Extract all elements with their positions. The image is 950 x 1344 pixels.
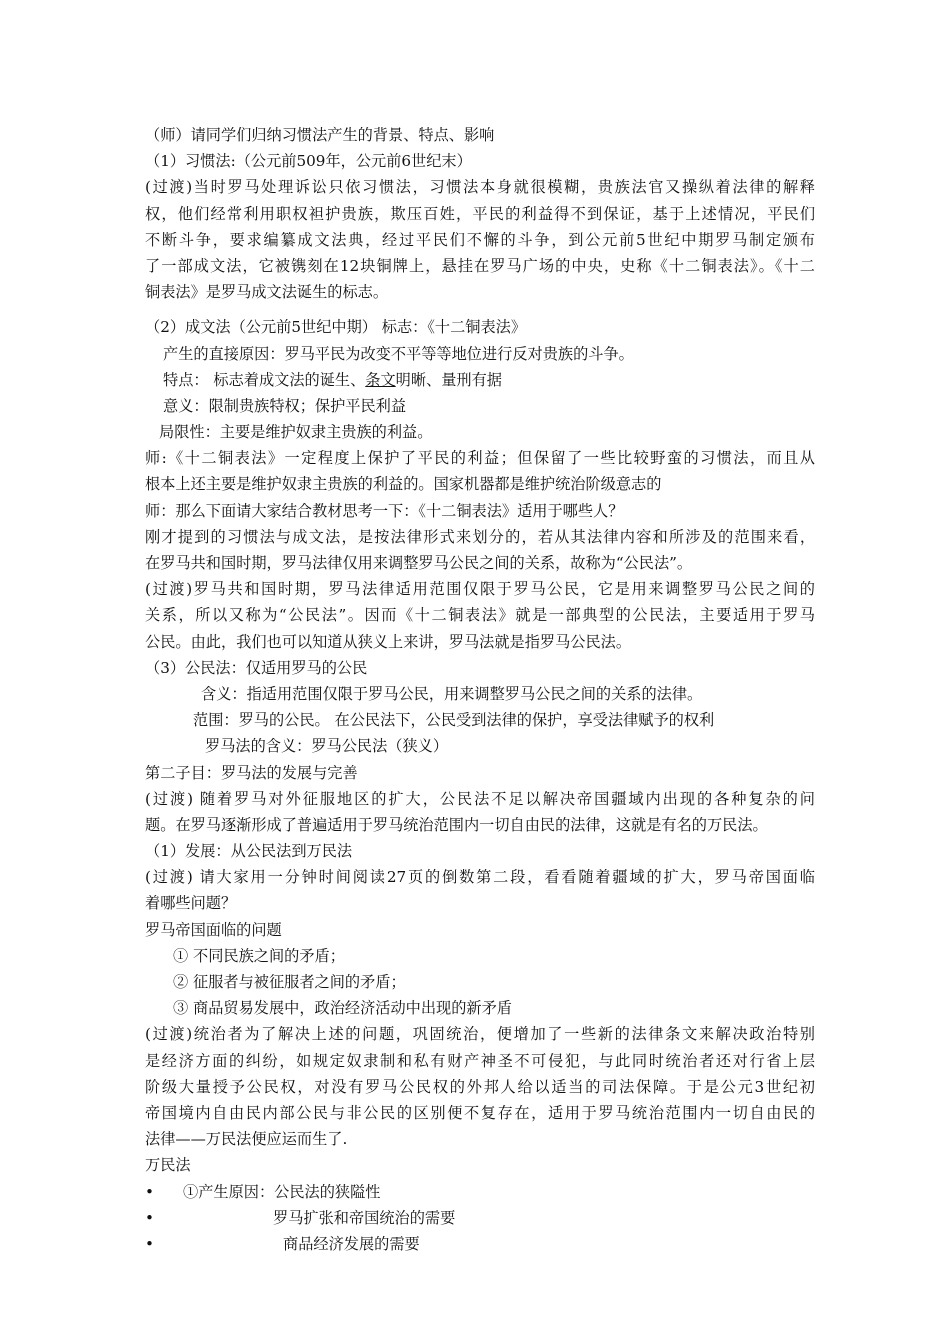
- bullet-text: 商品经济发展的需要: [283, 1234, 420, 1253]
- paragraph-line: 着哪些问题？: [145, 894, 237, 913]
- paragraph-line: 法律——万民法便应运而生了.: [145, 1130, 348, 1149]
- bullet-marker: •: [145, 1208, 154, 1227]
- section-heading: 第二子目：罗马法的发展与完善: [145, 763, 358, 782]
- paragraph-line: 罗马法的含义：罗马公民法（狭义）: [205, 737, 448, 756]
- list-item: ② 征服者与被征服者之间的矛盾；: [173, 973, 406, 991]
- paragraph-line: 局限性：主要是维护奴隶主贵族的利益。: [159, 423, 433, 442]
- paragraph-line: 是经济方面的纠纷，如规定奴隶制和私有财产神圣不可侵犯，与此同时统治者还对行省上层: [145, 1051, 815, 1070]
- section-heading: 万民法: [145, 1156, 191, 1175]
- paragraph-line: 刚才提到的习惯法与成文法，是按法律形式来划分的，若从其法律内容和所涉及的范围来看，: [145, 527, 815, 546]
- paragraph-line: 罗马帝国面临的问题: [145, 920, 282, 939]
- bullet-text: ①产生原因：公民法的狭隘性: [183, 1182, 381, 1201]
- paragraph-line: (过渡) 请大家用一分钟时间阅读27页的倒数第二段，看看随着疆域的扩大，罗马帝国面临: [145, 868, 815, 887]
- paragraph-line: 含义：指适用范围仅限于罗马公民，用来调整罗马公民之间的关系的法律。: [201, 684, 703, 703]
- paragraph-line: 根本上还主要是维护奴隶主贵族的利益的。国家机器都是维护统治阶级意志的: [145, 475, 662, 494]
- paragraph-line: (过渡) 随着罗马对外征服地区的扩大，公民法不足以解决帝国疆域内出现的各种复杂的问: [145, 789, 815, 808]
- bullet-item: [145, 1231, 815, 1257]
- section-heading: （3）公民法：仅适用罗马的公民: [145, 658, 368, 677]
- paragraph-line: 阶级大量授予公民权，对没有罗马公民权的外邦人给以适当的司法保障。于是公元3世纪初: [145, 1077, 815, 1096]
- paragraph-line: （师）请同学们归纳习惯法产生的背景、特点、影响: [145, 126, 495, 144]
- bullet-marker: •: [145, 1234, 154, 1253]
- bullet-text: 罗马扩张和帝国统治的需要: [273, 1208, 456, 1227]
- list-item: ① 不同民族之间的矛盾；: [173, 946, 345, 965]
- paragraph-line: (过渡)罗马共和国时期，罗马法律适用范围仅限于罗马公民，它是用来调整罗马公民之间的: [145, 580, 815, 599]
- paragraph-line: 关系，所以又称为“公民法”。因而《十二铜表法》就是一部典型的公民法，主要适用于罗马: [145, 606, 815, 625]
- text-run: 特点： 标志着成文法的诞生、: [163, 370, 366, 389]
- bullet-item: [145, 1179, 815, 1205]
- paragraph-line: 了一部成文法，它被镌刻在12块铜牌上，悬挂在罗马广场的中央，史称《十二铜表法》。《十二: [145, 256, 815, 275]
- underlined-text: 条文: [365, 370, 396, 389]
- document-body: [145, 122, 815, 1257]
- paragraph-line: 意义：限制贵族特权；保护平民利益: [163, 396, 406, 415]
- paragraph-line: 铜表法》是罗马成文法诞生的标志。: [145, 283, 388, 302]
- text-run: 明晰、量刑有据: [395, 370, 502, 389]
- paragraph-line: (过渡)统治者为了解决上述的问题，巩固统治，便增加了一些新的法律条文来解决政治特别: [145, 1025, 815, 1044]
- paragraph-line: (过渡)当时罗马处理诉讼只依习惯法，习惯法本身就很模糊，贵族法官又操纵着法律的解释: [145, 178, 815, 197]
- paragraph-line: 在罗马共和国时期，罗马法律仅用来调整罗马公民之间的关系，故称为“公民法”。: [145, 554, 693, 572]
- paragraph-line: 不断斗争，要求编纂成文法典，经过平民们不懈的斗争，到公元前5世纪中期罗马制定颁布: [145, 230, 815, 249]
- paragraph-line: 帝国境内自由民内部公民与非公民的区别便不复存在，适用于罗马统治范围内一切自由民的: [145, 1103, 815, 1122]
- paragraph-line: 公民。由此，我们也可以知道从狭义上来讲，罗马法就是指罗马公民法。: [145, 632, 631, 651]
- paragraph-line: 范围：罗马的公民。 在公民法下，公民受到法律的保护，享受法律赋予的权利: [193, 711, 715, 730]
- section-heading: （2）成文法（公元前5世纪中期） 标志：《十二铜表法》: [145, 318, 527, 337]
- paragraph-line: 师：那么下面请大家结合教材思考一下：《十二铜表法》适用于哪些人？: [145, 501, 624, 520]
- paragraph-line: 产生的直接原因：罗马平民为改变不平等等地位进行反对贵族的斗争。: [163, 344, 634, 363]
- bullet-marker: •: [145, 1182, 154, 1201]
- list-item: ③ 商品贸易发展中，政治经济活动中出现的新矛盾: [173, 999, 512, 1018]
- paragraph-line: [145, 367, 815, 393]
- bullet-item: [145, 1205, 815, 1231]
- paragraph-line: 题。在罗马逐渐形成了普遍适用于罗马统治范围内一切自由民的法律，这就是有名的万民法。: [145, 815, 768, 834]
- paragraph-line: 权，他们经常利用职权袒护贵族，欺压百姓，平民的利益得不到保证，基于上述情况，平民们: [145, 204, 815, 223]
- paragraph-line: 师:《十二铜表法》一定程度上保护了平民的利益；但保留了一些比较野蛮的习惯法，而且从: [145, 449, 815, 468]
- section-heading: （1）习惯法:（公元前509年，公元前6世纪末）: [145, 152, 472, 171]
- section-heading: （1）发展：从公民法到万民法: [145, 842, 353, 861]
